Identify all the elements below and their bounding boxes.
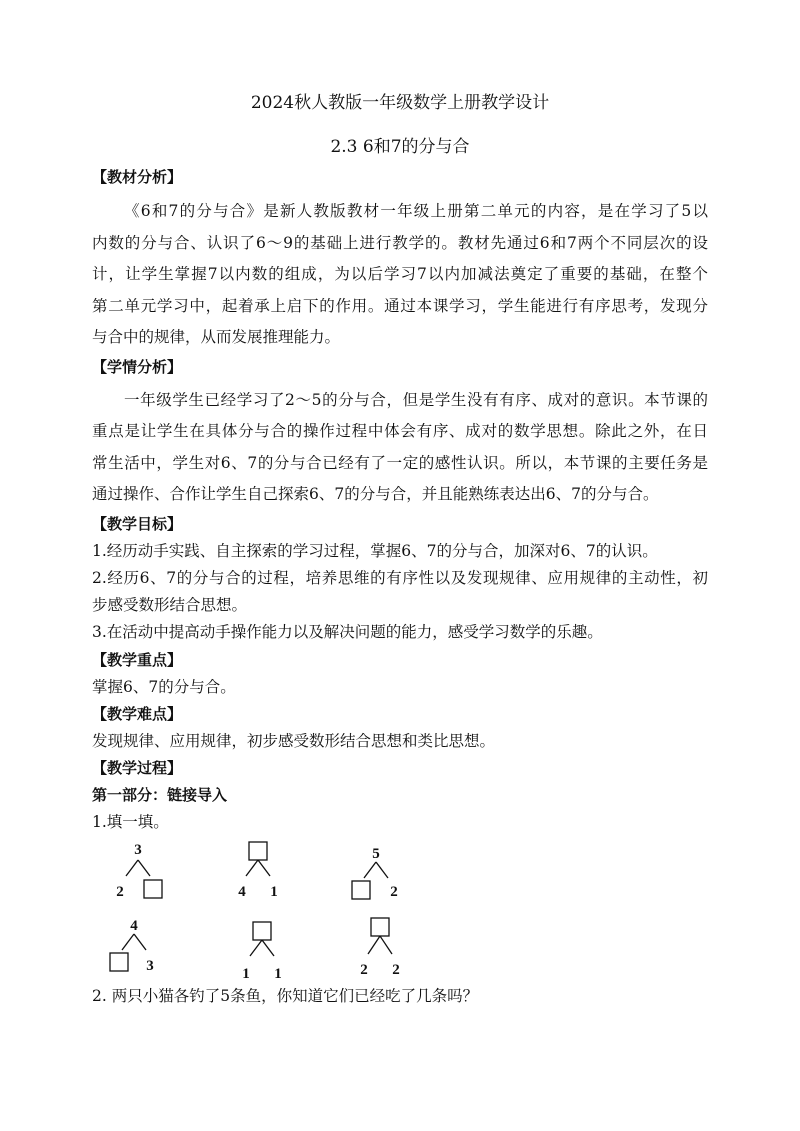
goals-line-2: 2.经历6、7的分与合的过程，培养思维的有序性以及发现规律、应用规律的主动性，初 [92, 569, 708, 587]
section-heading-students: 【学情分析】 [92, 358, 183, 376]
material-line-4: 第二单元学习中，起着承上启下的作用。通过本课学习，学生能进行有序思考，发现分 [92, 297, 708, 315]
goals-line-4: 3.在活动中提高动手操作能力以及解决问题的能力，感受学习数学的乐趣。 [92, 623, 603, 641]
document-title: 2024秋人教版一年级数学上册教学设计 [250, 93, 550, 113]
bond-2-right: 1 [270, 884, 278, 900]
section-heading-difficulty: 【教学难点】 [92, 705, 183, 723]
bond-4-right: 3 [146, 958, 154, 974]
bond-3-right: 2 [390, 884, 398, 900]
number-bond-2 [228, 838, 288, 908]
bond-4-top: 4 [130, 918, 138, 934]
students-line-3: 常生活中，学生对6、7的分与合已经有了一定的感性认识。所以，本节课的主要任务是 [92, 454, 708, 472]
key-line-1: 掌握6、7的分与合。 [92, 678, 236, 696]
part1-heading: 第一部分：链接导入 [92, 786, 228, 804]
section-heading-process: 【教学过程】 [92, 759, 183, 777]
bond-1-right-box[interactable] [144, 880, 162, 898]
bond-3-top: 5 [372, 846, 380, 862]
material-line-2: 内数的分与合、认识了6～9的基础上进行教学的。教材先通过6和7两个不同层次的设 [92, 234, 708, 252]
students-line-2: 重点是让学生在具体分与合的操作过程中体会有序、成对的数学思想。除此之外，在日 [92, 422, 708, 440]
goals-line-3: 步感受数形结合思想。 [92, 596, 248, 614]
number-bond-1 [108, 838, 168, 908]
section-heading-goals: 【教学目标】 [92, 515, 183, 533]
number-bond-5 [232, 918, 292, 988]
material-line-1: 《6和7的分与合》是新人教版教材一年级上册第二单元的内容，是在学习了5以 [124, 202, 708, 220]
students-line-1: 一年级学生已经学习了2～5的分与合，但是学生没有有序、成对的意识。本节课的 [124, 391, 708, 409]
section-heading-material: 【教材分析】 [92, 168, 183, 186]
number-bond-6 [350, 914, 410, 984]
difficulty-line-1: 发现规律、应用规律，初步感受数形结合思想和类比思想。 [92, 732, 496, 750]
bond-6-left: 2 [360, 962, 368, 978]
material-line-5: 与合中的规律，从而发展推理能力。 [92, 328, 341, 346]
bond-6-right: 2 [392, 962, 400, 978]
number-bond-3 [346, 838, 406, 908]
bond-5-left: 1 [242, 966, 250, 982]
bond-4-left-box[interactable] [110, 953, 128, 971]
bond-2-left: 4 [238, 884, 246, 900]
bond-1-left: 2 [116, 884, 124, 900]
bond-5-top-box[interactable] [253, 922, 271, 940]
bond-5-right: 1 [274, 966, 282, 982]
bond-1-top: 3 [134, 842, 142, 858]
goals-line-1: 1.经历动手实践、自主探索的学习过程，掌握6、7的分与合，加深对6、7的认识。 [92, 542, 658, 560]
question-2: 2. 两只小猫各钓了5条鱼，你知道它们已经吃了几条吗？ [92, 987, 479, 1005]
lesson-title: 2.3 6和7的分与合 [330, 137, 470, 157]
number-bond-4 [104, 908, 164, 978]
bond-3-left-box[interactable] [352, 881, 370, 899]
bond-6-top-box[interactable] [371, 918, 389, 936]
bond-2-top-box[interactable] [249, 842, 267, 860]
students-line-4: 通过操作、合作让学生自己探索6、7的分与合，并且能熟练表达出6、7的分与合。 [92, 485, 659, 503]
section-heading-key: 【教学重点】 [92, 651, 183, 669]
question-1: 1.填一填。 [92, 813, 169, 831]
material-line-3: 计，让学生掌握7以内数的组成，为以后学习7以内加减法奠定了重要的基础，在整个 [92, 265, 708, 283]
